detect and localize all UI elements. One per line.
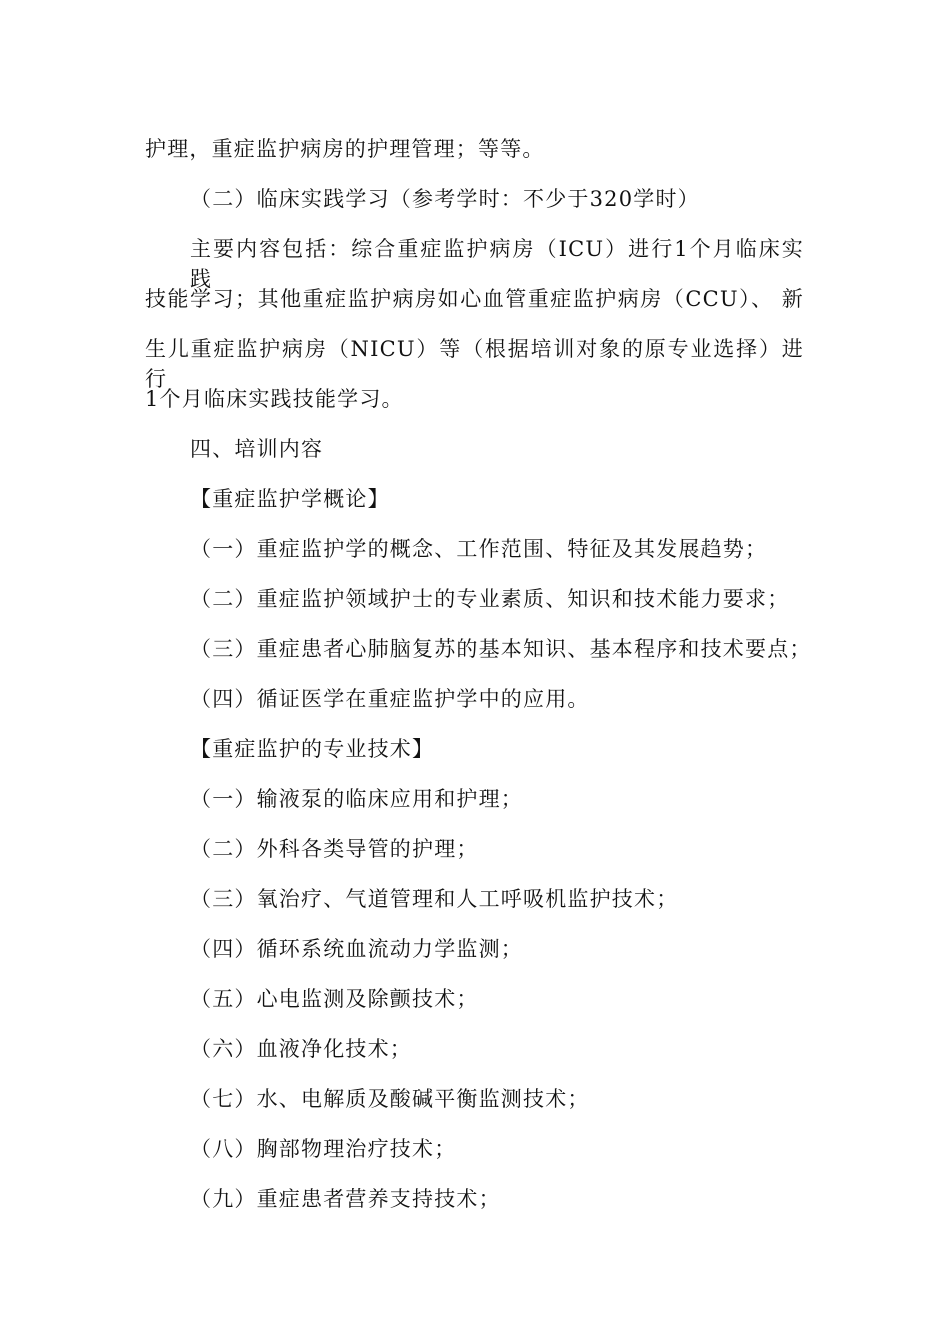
subsection-heading-techniques: 【重症监护的专业技术】 [190, 737, 435, 761]
text-line-4: 技能学习；其他重症监护病房如心血管重症监护病房（CCU）、 新 [145, 287, 804, 311]
list-item-technique-3: （三）氧治疗、气道管理和人工呼吸机监护技术； [190, 887, 679, 911]
list-item-technique-9: （九）重症患者营养支持技术； [190, 1187, 501, 1211]
text-line-1: 护理，重症监护病房的护理管理；等等。 [145, 137, 545, 161]
list-item-technique-5: （五）心电监测及除颤技术； [190, 987, 479, 1011]
text-line-3: 主要内容包括：综合重症监护病房（ICU）进行1个月临床实践 [190, 237, 804, 291]
list-item-technique-7: （七）水、电解质及酸碱平衡监测技术； [190, 1087, 590, 1111]
text-line-5: 生儿重症监护病房（NICU）等（根据培训对象的原专业选择）进行 [145, 337, 804, 391]
list-item-technique-6: （六）血液净化技术； [190, 1037, 412, 1061]
list-item-technique-1: （一）输液泵的临床应用和护理； [190, 787, 523, 811]
text-line-2: （二）临床实践学习（参考学时：不少于320学时） [190, 187, 700, 211]
list-item-technique-8: （八）胸部物理治疗技术； [190, 1137, 457, 1161]
text-line-6: 1个月临床实践技能学习。 [145, 387, 404, 411]
list-item-technique-2: （二）外科各类导管的护理； [190, 837, 479, 861]
list-item-overview-2: （二）重症监护领域护士的专业素质、知识和技术能力要求； [190, 587, 790, 611]
list-item-technique-4: （四）循环系统血流动力学监测； [190, 937, 523, 961]
list-item-overview-1: （一）重症监护学的概念、工作范围、特征及其发展趋势； [190, 537, 768, 561]
section-heading-training-content: 四、培训内容 [190, 437, 324, 461]
subsection-heading-overview: 【重症监护学概论】 [190, 487, 390, 511]
list-item-overview-3: （三）重症患者心肺脑复苏的基本知识、基本程序和技术要点； [190, 637, 812, 661]
list-item-overview-4: （四）循证医学在重症监护学中的应用。 [190, 687, 590, 711]
